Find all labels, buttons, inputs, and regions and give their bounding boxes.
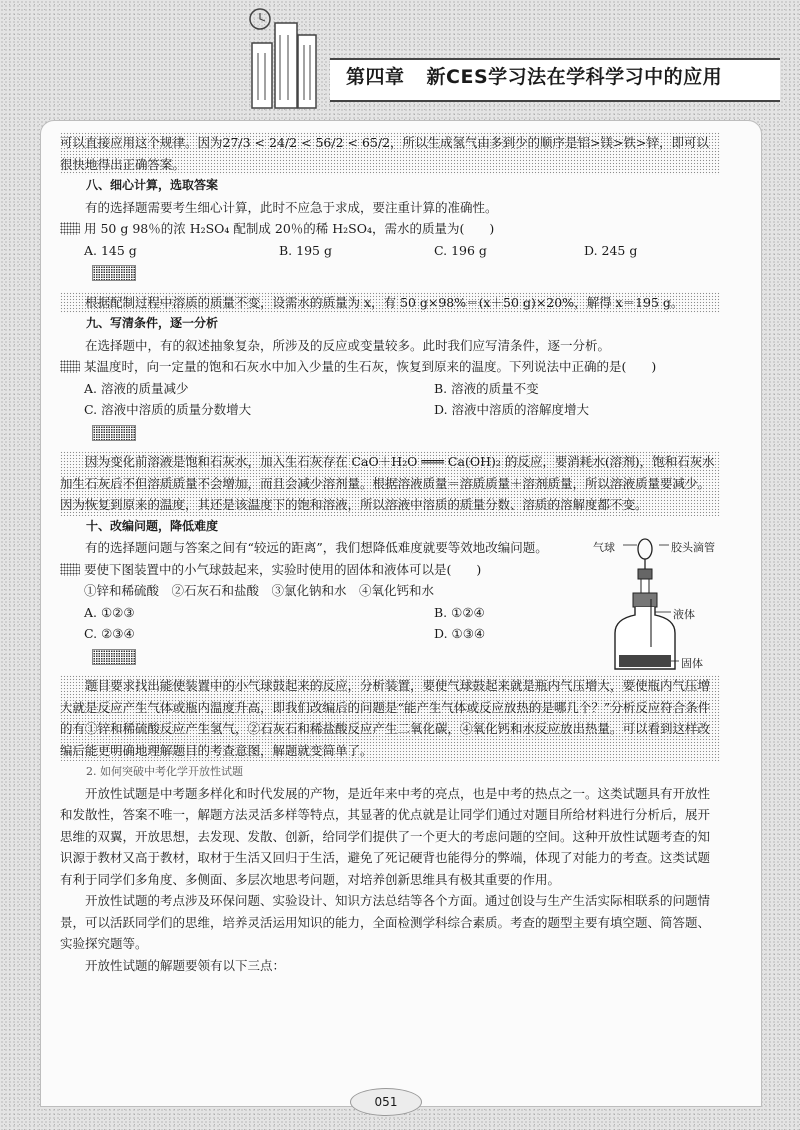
analysis-label-icon [92,265,136,281]
question-text: 某温度时，向一定量的饱和石灰水中加入少量的生石灰，恢复到原来的温度。下列说法中正确的是( ) [84,359,657,374]
option-c: C. 溶液中溶质的质量分数增大 [84,402,252,417]
body-paragraph: 开放性试题是中考题多样化和时代发展的产物，是近年来中考的亮点，也是中考的热点之一。这类试题具有开放性和发散性，答案不唯一，解题方法灵活多样等特点，其显著的优点就是让同学们通过对题目所给材料进行分析后，展开思维的双翼，开放思想，去发现、发散、创新，给同学们提供了一个更大的考虑问题的空间。这种开放性试题考查的知识源于教材又高于教材，取材于生活又回归于生活，避免了死记硬背也能得分的弊端，体现了对能力的考查。这类试题有利于同学们多角度、多侧面、多层次地思考问题，对培养创新思维具有极其重要的作用。 [60,785,711,887]
option-d: D. 245 g [584,242,638,258]
analysis-text: 因为变化前溶液是饱和石灰水，加入生石灰存在 CaO＋H₂O ═══ Ca(OH)₂ 的反应，要消耗水(溶剂)，饱和石灰水加生石灰后不但溶质质量不会增加，而且会减少溶剂量。根据溶液质量＝溶质质量＋溶剂质量，所以溶液质量要减少。因为恢复到原来的温度，其还是该温度下的饱和溶液，所以溶液中溶质的质量分数、溶质的溶解度都不变。 [60,451,720,516]
label-balloon: 气球 [593,541,615,554]
label-dropper: 胶头滴管 [671,541,715,554]
main-content [60,132,720,976]
option-a: A. 溶液的质量减少 [84,380,189,396]
answer-options [60,378,720,421]
building-decoration-icon [230,5,330,115]
section-heading: 九、写清条件，逐一分析 [86,316,219,330]
chapter-title: 新CES学习法在学科学习中的应用 [426,66,723,88]
subsection-title: 2. 如何突破中考化学开放性试题 [86,765,243,778]
option-b: B. ①②④ [434,604,485,620]
analysis-text: 根据配制过程中溶质的质量不变，设需水的质量为 x，有 50 g×98%＝(x＋50 g)×20%，解得 x＝195 g。 [60,292,720,314]
chapter-header [346,62,722,89]
page-number: 051 [350,1088,422,1116]
analysis-text: 题目要求找出能使装置中的小气球鼓起来的反应，分析装置，要使气球鼓起来就是瓶内气压增大，要使瓶内气压增大就是反应产生气体或瓶内温度升高，即我们改编后的问题是“能产生气体或反应放热的是哪几个？”分析反应符合条件的有①锌和稀硫酸反应产生氢气，②石灰石和稀盐酸反应产生二氧化碳，④氧化钙和水反应放出热量。可以看到这样改编后能更明确地理解题目的考查意图，解题就变简单了。 [60,675,720,761]
answer-options [60,602,570,645]
section-heading: 十、改编问题，降低难度 [86,518,219,533]
chapter-number: 第四章 [346,66,405,88]
option-a: A. 145 g [84,242,137,258]
intro-paragraph: 可以直接应用这个规律。因为27/3 < 24/2 < 56/2 < 65/2，所以生成氢气由多到少的顺序是铝>镁>铁>锌，即可以很快地得出正确答案。 [60,132,720,175]
analysis-label-icon [92,649,136,665]
apparatus-figure [593,537,725,677]
option-c: C. 196 g [434,242,487,258]
choices-line: ①锌和稀硫酸 ②石灰石和盐酸 ③氯化钠和水 ④氧化钙和水 [84,583,435,598]
example-icon [60,222,80,235]
question-with-figure [60,537,720,675]
body-paragraph: 开放性试题的考点涉及环保问题、实验设计、知识方法总结等各个方面。通过创设与生产生活实际相联系的问题情景，可以活跃同学们的思维，培养灵活运用知识的能力，全面检测学科综合素质。考查的题型主要有填空题、简答题、实验探究题等。 [60,893,711,951]
option-b: B. 溶液的质量不变 [434,380,539,396]
example-question [60,218,720,240]
example-question [60,559,570,581]
answer-options [60,240,720,262]
section-heading: 八、细心计算，选取答案 [86,178,219,192]
section-lead: 有的选择题需要考生细心计算，此时不应急于求成，要注重计算的准确性。 [85,199,498,215]
example-icon [60,360,80,373]
option-d: D. 溶液中溶质的溶解度增大 [434,402,590,417]
section-lead: 有的选择题问题与答案之间有“较远的距离”，我们想降低难度就要等效地改编问题。 [85,540,548,555]
example-question [60,356,720,378]
section-lead: 在选择题中，有的叙述抽象复杂，所涉及的反应或变量较多。此时我们应写清条件，逐一分析。 [85,337,611,353]
option-c: C. ②③④ [84,626,135,641]
question-text: 用 50 g 98％的浓 H₂SO₄ 配制成 20％的稀 H₂SO₄，需水的质量为( ) [84,221,495,236]
option-d: D. ①③④ [434,626,486,641]
figure-question-text [60,537,570,675]
question-text: 要使下图装置中的小气球鼓起来，实验时使用的固体和液体可以是( ) [84,561,482,577]
analysis-label-icon [92,425,136,441]
body-paragraph: 开放性试题的解题要领有以下三点： [85,957,286,973]
label-solid: 固体 [681,657,703,670]
option-a: A. ①②③ [84,604,135,620]
example-icon [60,563,80,576]
label-liquid: 液体 [673,608,695,621]
option-b: B. 195 g [279,242,332,258]
